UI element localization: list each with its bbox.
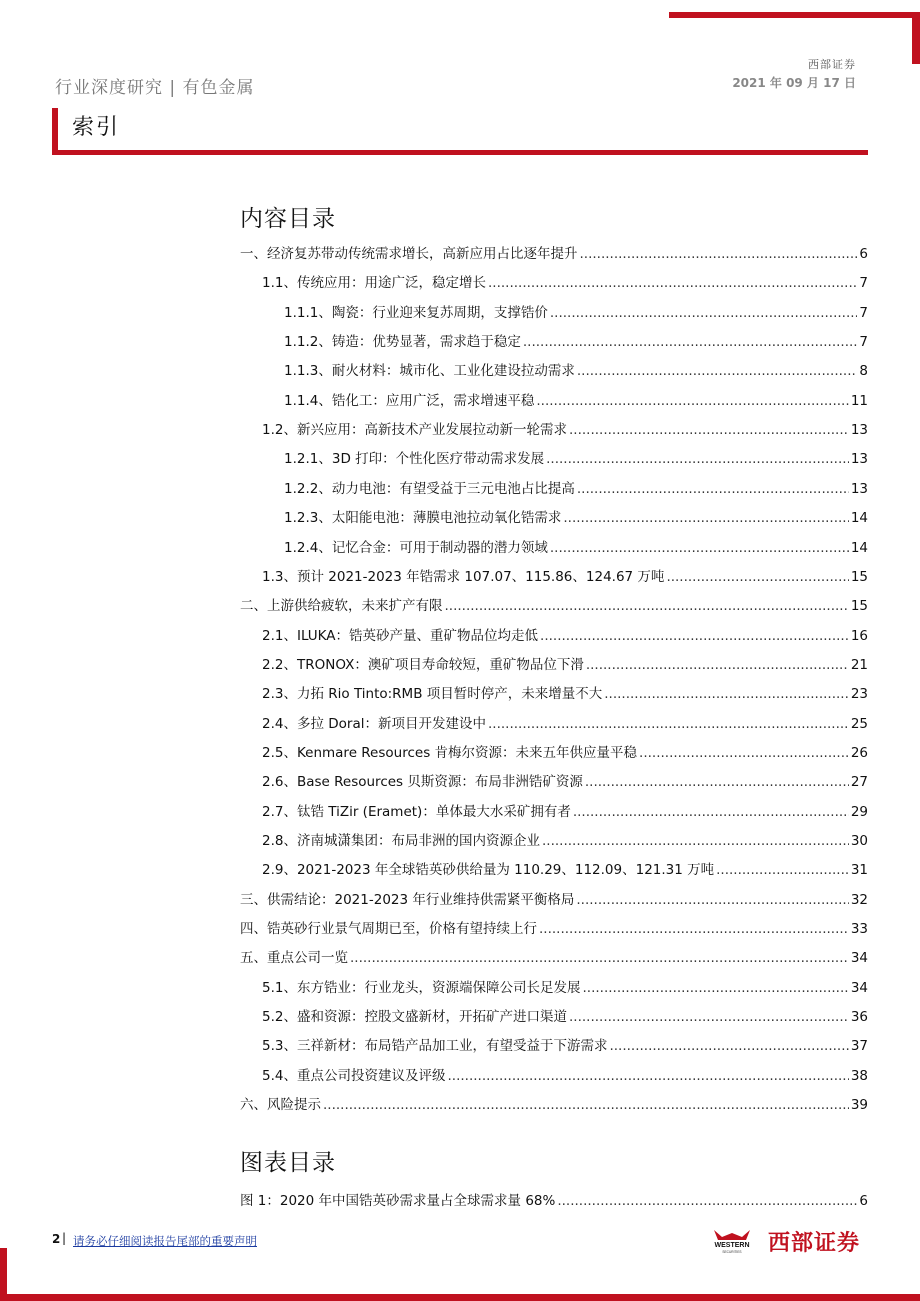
toc-entry-page: 6 [859, 246, 868, 262]
toc-entry-label: 1.1.2、铸造：优势显著，需求趋于稳定 [284, 334, 521, 351]
toc-entry[interactable] [262, 1065, 868, 1087]
western-securities-logo-icon [700, 1228, 764, 1254]
toc-entry-label: 一、经济复苏带动传统需求增长，高新应用占比逐年提升 [240, 246, 578, 262]
toc-entry-label: 2.7、钛锆 TiZir (Eramet)：单体最大水采矿拥有者 [262, 803, 571, 820]
toc-entry-page: 37 [850, 1038, 868, 1055]
section-marker [52, 108, 58, 154]
toc-entry-label: 2.5、Kenmare Resources 肯梅尔资源：未来五年供应量平稳 [262, 744, 638, 761]
toc-entry-page: 13 [850, 422, 868, 439]
toc-entry[interactable] [262, 977, 868, 999]
toc-entry-label: 1.1、传统应用：用途广泛，稳定增长 [262, 275, 486, 292]
toc-leader-dots [569, 1006, 849, 1028]
corner-decoration-bar [669, 12, 920, 18]
toc-leader-dots [577, 478, 849, 500]
toc-entry[interactable] [240, 918, 868, 940]
toc-leader-dots [573, 801, 849, 823]
toc-entry[interactable] [262, 419, 868, 441]
toc-entry[interactable] [262, 654, 868, 676]
toc-entry[interactable] [262, 566, 868, 588]
toc-entry[interactable] [262, 1006, 868, 1028]
toc-entry[interactable] [262, 859, 868, 881]
toc-entry[interactable] [240, 1094, 868, 1116]
toc-leader-dots [577, 360, 858, 382]
toc-leader-dots [609, 1035, 848, 1057]
toc-leader-dots [550, 537, 849, 559]
toc-entry-page: 13 [850, 451, 868, 468]
toc-entry-page: 27 [850, 774, 868, 791]
toc-leader-dots [546, 448, 849, 470]
toc-leader-dots [323, 1094, 849, 1116]
logo-icon-text: WESTERN [714, 1242, 750, 1249]
toc-entry[interactable] [262, 801, 868, 823]
toc-entry[interactable] [284, 390, 868, 412]
toc-entry-label: 1.2.2、动力电池：有望受益于三元电池占比提高 [284, 480, 575, 497]
toc-leader-dots [666, 566, 848, 588]
toc-entry-page: 13 [850, 480, 868, 497]
toc-entry[interactable] [262, 683, 868, 705]
toc-entry-label: 三、供需结论：2021-2023 年行业维持供需紧平衡格局 [240, 891, 575, 908]
toc-entry-page: 11 [850, 392, 868, 409]
toc-leader-dots [536, 390, 848, 412]
page-number: 2 [52, 1232, 61, 1246]
toc-entry-page: 16 [850, 627, 868, 644]
header-brand: 西部证券 [808, 58, 856, 71]
toc-leader-dots [576, 889, 848, 911]
figure-list-heading: 图表目录 [240, 1150, 336, 1176]
toc-leader-dots [350, 947, 849, 969]
toc-entry-page: 7 [859, 275, 868, 292]
toc-entry[interactable] [284, 478, 868, 500]
toc-entry-page: 25 [850, 715, 868, 732]
toc-leader-dots [488, 272, 857, 294]
figure-entry[interactable] [240, 1190, 868, 1212]
toc-entry[interactable] [262, 830, 868, 852]
toc-entry[interactable] [284, 331, 868, 353]
toc-entry-page: 39 [850, 1097, 868, 1114]
footer-separator: | [62, 1231, 67, 1245]
toc-entry-page: 34 [850, 950, 868, 967]
corner-decoration-bar-vertical [912, 12, 920, 64]
section-title: 索引 [72, 115, 121, 140]
toc-entry-label: 1.2、新兴应用：高新技术产业发展拉动新一轮需求 [262, 422, 567, 439]
toc-entry-label: 五、重点公司一览 [240, 950, 348, 967]
report-date: 2021 年 09 月 17 日 [732, 76, 856, 90]
toc-entry-label: 5.1、东方锆业：行业龙头，资源端保障公司长足发展 [262, 979, 581, 996]
toc-entry-label: 2.3、力拓 Rio Tinto:RMB 项目暂时停产，未来增量不大 [262, 686, 603, 703]
header-divider [52, 150, 868, 155]
toc-entry-label: 5.3、三祥新材：布局锆产品加工业，有望受益于下游需求 [262, 1038, 608, 1055]
toc-entry-page: 32 [850, 891, 868, 908]
toc-entry-page: 38 [850, 1067, 868, 1084]
toc-leader-dots [542, 830, 849, 852]
toc-entry-label: 1.1.3、耐火材料：城市化、工业化建设拉动需求 [284, 363, 575, 380]
toc-entry-page: 15 [850, 598, 868, 615]
toc-leader-dots [550, 302, 858, 324]
toc-entry[interactable] [262, 771, 868, 793]
toc-entry-label: 六、风险提示 [240, 1097, 321, 1114]
toc-leader-dots [639, 742, 849, 764]
toc-entry-page: 36 [850, 1009, 868, 1026]
toc-leader-dots [716, 859, 849, 881]
breadcrumb: 行业深度研究 | 有色金属 [55, 78, 255, 98]
toc-entry[interactable] [284, 302, 868, 324]
toc-leader-dots [585, 771, 849, 793]
toc-entry-label: 5.4、重点公司投资建议及评级 [262, 1067, 446, 1084]
figure-leader-dots [557, 1190, 857, 1212]
footer-divider [0, 1294, 920, 1301]
western-securities-logo-text: 西部证券 [768, 1231, 861, 1256]
toc-entry[interactable] [284, 507, 868, 529]
toc-entry[interactable] [262, 1035, 868, 1057]
toc-leader-dots [539, 918, 849, 940]
toc-entry-label: 5.2、盛和资源：控股文盛新材，开拓矿产进口渠道 [262, 1009, 567, 1026]
figure-entry-page: 6 [859, 1193, 868, 1209]
toc-entry-label: 2.4、多拉 Doral：新项目开发建设中 [262, 715, 486, 732]
toc-entry[interactable] [284, 360, 868, 382]
toc-leader-dots [580, 243, 858, 265]
toc-entry-page: 15 [850, 568, 868, 585]
toc-entry-label: 1.1.4、锆化工：应用广泛，需求增速平稳 [284, 392, 535, 409]
toc-entry-page: 29 [850, 803, 868, 820]
toc-entry[interactable] [262, 742, 868, 764]
toc-leader-dots [582, 977, 848, 999]
toc-entry-page: 26 [850, 744, 868, 761]
toc-entry-label: 1.2.1、3D 打印：个性化医疗带动需求发展 [284, 451, 545, 468]
toc-leader-dots [540, 625, 849, 647]
toc-entry-label: 2.8、济南城潇集团：布局非洲的国内资源企业 [262, 833, 540, 849]
toc-entry[interactable] [262, 713, 868, 735]
toc-entry[interactable] [262, 272, 868, 294]
toc-entry-page: 8 [859, 363, 868, 380]
toc-entry-label: 1.3、预计 2021-2023 年锆需求 107.07、115.86、124.67 万吨 [262, 568, 665, 585]
toc-entry-label: 四、锆英砂行业景气周期已至，价格有望持续上行 [240, 921, 537, 938]
toc-entry-page: 14 [850, 510, 868, 527]
toc-entry-page: 14 [850, 539, 868, 556]
toc-entry-page: 30 [850, 833, 868, 849]
toc-leader-dots [523, 331, 858, 353]
bull-horns-icon [714, 1230, 750, 1240]
toc-entry[interactable] [240, 947, 868, 969]
toc-entry[interactable] [240, 243, 868, 265]
disclaimer-link[interactable]: 请务必仔细阅读报告尾部的重要声明 [73, 1234, 257, 1248]
toc-entry-label: 2.6、Base Resources 贝斯资源：布局非洲锆矿资源 [262, 774, 583, 791]
toc-leader-dots [586, 654, 849, 676]
toc-leader-dots [563, 507, 848, 529]
toc-entry[interactable] [284, 448, 868, 470]
toc-entry-label: 2.2、TRONOX：澳矿项目寿命较短，重矿物品位下滑 [262, 656, 584, 673]
toc-entry-label: 2.1、ILUKA：锆英砂产量、重矿物品位均走低 [262, 627, 539, 644]
toc-entry-page: 7 [859, 334, 868, 351]
toc-entry[interactable] [240, 889, 868, 911]
toc-entry[interactable] [262, 625, 868, 647]
toc-leader-dots [445, 595, 849, 617]
toc-entry-label: 2.9、2021-2023 年全球锆英砂供给量为 110.29、112.09、121.31 万吨 [262, 862, 715, 879]
toc-entry[interactable] [240, 595, 868, 617]
toc-leader-dots [604, 683, 849, 705]
toc-entry-label: 1.2.4、记忆合金：可用于制动器的潜力领域 [284, 539, 548, 556]
toc-leader-dots [447, 1065, 848, 1087]
toc-leader-dots [569, 419, 849, 441]
toc-entry-label: 1.2.3、太阳能电池：薄膜电池拉动氧化锆需求 [284, 510, 562, 527]
toc-entry-page: 21 [850, 656, 868, 673]
toc-entry-page: 31 [850, 862, 868, 879]
toc-entry-label: 1.1.1、陶瓷：行业迎来复苏周期，支撑锆价 [284, 304, 548, 321]
figure-entry-label: 图 1：2020 年中国锆英砂需求量占全球需求量 68% [240, 1193, 556, 1209]
toc-heading: 内容目录 [240, 206, 336, 232]
toc-leader-dots [488, 713, 849, 735]
logo-icon-subtext: SECURITIES [722, 1250, 742, 1254]
toc-entry[interactable] [284, 537, 868, 559]
toc-entry-label: 二、上游供给疲软，未来扩产有限 [240, 598, 443, 615]
toc-entry-page: 34 [850, 979, 868, 996]
toc-entry-page: 33 [850, 921, 868, 938]
toc-entry-page: 23 [850, 686, 868, 703]
toc-entry-page: 7 [859, 304, 868, 321]
